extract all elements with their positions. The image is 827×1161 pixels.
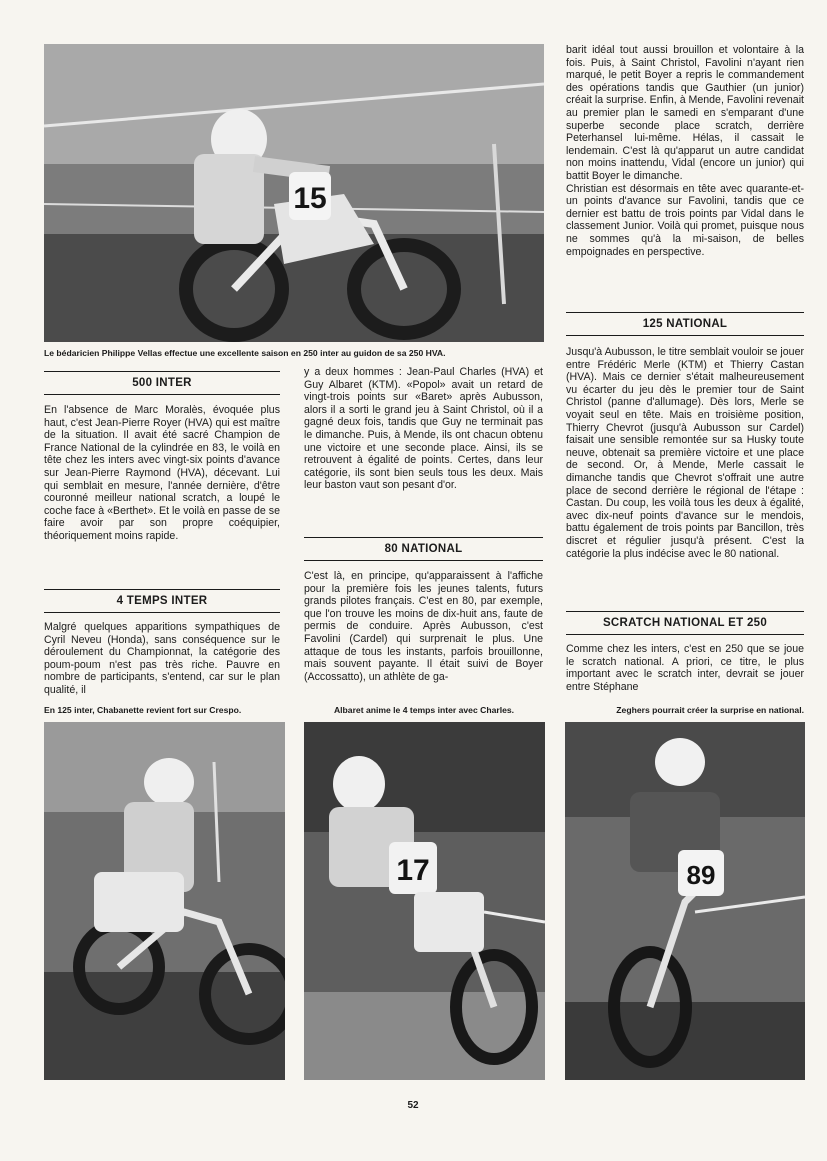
text-middle-top: y a deux hommes : Jean-Paul Charles (HVA) et Guy Albaret (KTM). «Popol» avait un retard de vingt-trois points sur «Baret» après Aubusson, alors il a sorti le grand jeu à Saint Christol, où il a gagné deux fois, tandis que Guy ne terminait pas le dimanche. Puis, à Mende, ils ont chacun obtenu une victoire et une seconde place. Ainsi, ils se retrouvent à égalité de points. Certes, dans leur catégorie, ils sont bien seuls tous les deux. Mais leur baston vaut son pesant d'or. [304, 366, 543, 492]
photo-chabanette-graphic [44, 722, 285, 1080]
race-number-17: 17 [396, 854, 430, 887]
caption-bottom-left: En 125 inter, Chabanette revient fort sur Crespo. [44, 705, 242, 715]
photo-zeghers-graphic [565, 722, 805, 1080]
heading-scratch-national-250: SCRATCH NATIONAL ET 250 [566, 611, 804, 635]
photo-albaret [304, 722, 545, 1080]
race-number-15: 15 [293, 182, 327, 215]
heading-80-national: 80 NATIONAL [304, 537, 543, 561]
text-125-national: Jusqu'à Aubusson, le titre semblait vouloir se jouer entre Frédéric Merle (KTM) et Thierry Castan (HVA). Mais ce dernier s'était malheureusement vu écarter du jeu dès le premier tour de Saint Christol (panne d'allumage). Dès lors, Merle se voyait seul en tête. Mais en troisième position, Thierry Chevrot (jusqu'à Aubusson sur Cardel) faisait une sensible remontée sur sa Husky toute neuve, obtenait sa première victoire et une place de second. Or, à Mende, Merle cassait le dimanche tandis que Chevrot s'offrait une autre place de second derrière le régional de l'étape : Castan. Du coup, les voilà tous les deux à égalité, avec dix-neuf points d'avance sur le mendois, battu également de trois points par Bancillon, très discret et régulier jusqu'à présent. C'est la catégorie la plus indécise avec le 80 national. [566, 346, 804, 560]
text-80-national: C'est là, en principe, qu'apparaissent à l'affiche pour la première fois les jeunes talents, futurs grands pilotes français. C'est en 80, par exemple, que l'on trouve les moins de dix-huit ans, faute de permis de conduire. Après Aubusson, c'est Favolini (Cardel) qui surprenait le plus. Une attaque de tous les instants, parfois brouillonne, mais souvent payante. Il était suivi de Boyer (Accossatto), un athlète de ga- [304, 570, 543, 683]
text-right-top-1: barit idéal tout aussi brouillon et volontaire à la fois. Puis, à Saint Christol, Favolini n'ayant rien marqué, le petit Boyer a repris le commandement des opérations tandis que Gauthier (un junior) créait la surprise. Enfin, à Mende, Favolini revenait au premier plan le samedi en s'emparant d'une superbe seconde place scratch, derrière Peterhansel lui-même. Hélas, il cassait le lendemain. C'est là qu'apparut un autre candidat non moins inattendu, Vidal (encore un junior) qui battit Boyer le dimanche. [566, 44, 804, 182]
column-125-national [566, 346, 804, 560]
photo-chabanette [44, 722, 285, 1080]
caption-bottom-middle: Albaret anime le 4 temps inter avec Charles. [333, 705, 515, 715]
column-4-temps-inter [44, 621, 280, 697]
heading-4-temps-inter: 4 TEMPS INTER [44, 589, 280, 613]
photo-albaret-graphic [304, 722, 545, 1080]
photo-vellas [44, 44, 544, 342]
column-500-inter [44, 404, 280, 543]
page-number: 52 [407, 1100, 419, 1111]
column-middle-top [304, 366, 543, 492]
photo-vellas-graphic [44, 44, 544, 342]
column-right-top [566, 44, 804, 258]
text-500-inter: En l'absence de Marc Moralès, évoquée plus haut, c'est Jean-Pierre Royer (HVA) qui est maître de la situation. Il avait été sacré Champion de France National de la cylindrée en 83, le voilà en tête chez les inters avec vingt-six points d'avance sur Jean-Pierre Raymond (HVA), décevant. Lui qui semblait en mesure, l'année dernière, d'être couronné meilleur national scratch, a loupé le coche face à «Berthet». Et le voilà en passe de se faire avoir par son propre coéquipier, théoriquement moins rapide. [44, 404, 280, 542]
text-4-temps-inter: Malgré quelques apparitions sympathiques de Cyril Neveu (Honda), sans conséquence sur le déroulement du Championnat, la catégorie des poum-poum n'est pas très riche. Pauvre en nombre de participants, s'entend, car sur le plan qualité, il [44, 621, 280, 696]
photo-zeghers [565, 722, 805, 1080]
text-scratch-national-250: Comme chez les inters, c'est en 250 que se joue le scratch national. A priori, ce titre, le plus important avec le scratch inter, devrait se jouer entre Stéphane [566, 643, 804, 693]
text-right-top-2: Christian est désormais en tête avec quarante-et-un points d'avance sur Favolini, tandis que ce dernier est battu de trois points par Vidal dans le classement Junior. Voilà qui promet, puisque nous ne sommes qu'à la mi-saison, de belles empoignades en perspective. [566, 182, 804, 258]
column-80-national [304, 570, 543, 683]
race-number-89: 89 [686, 860, 716, 890]
caption-bottom-right: Zeghers pourrait créer la surprise en national. [616, 705, 804, 715]
column-scratch-national-250 [566, 643, 804, 693]
heading-125-national: 125 NATIONAL [566, 312, 804, 336]
heading-500-inter: 500 INTER [44, 371, 280, 395]
caption-top: Le bédaricien Philippe Vellas effectue une excellente saison en 250 inter au guidon de sa 250 HVA. [44, 348, 446, 358]
